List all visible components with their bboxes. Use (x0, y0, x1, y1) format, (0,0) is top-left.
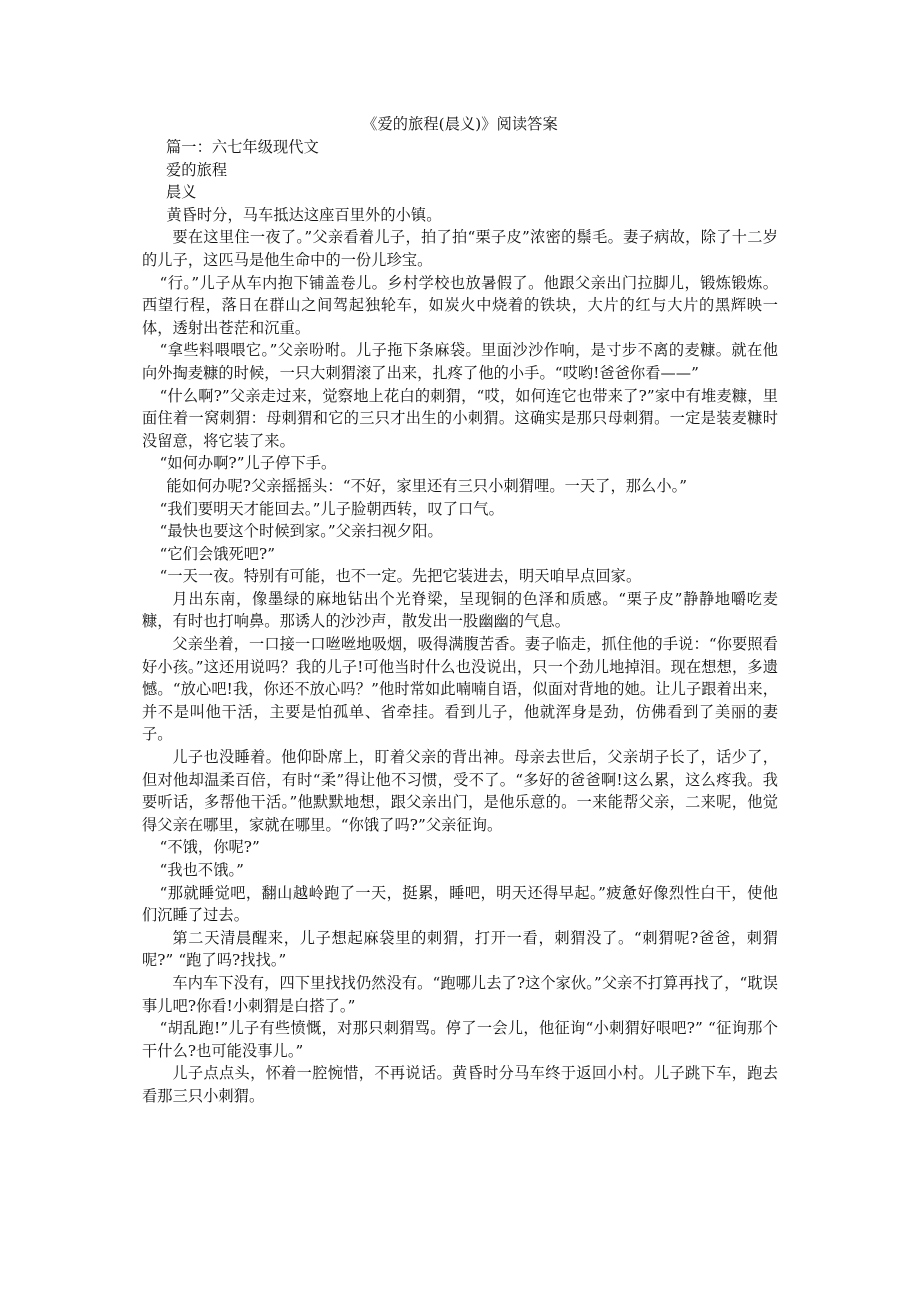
paragraph: “行。”儿子从车内抱下铺盖卷儿。乡村学校也放暑假了。他跟父亲出门拉脚儿，锻炼锻炼。西望行程，落日在群山之间驾起独轮车，如炭火中烧着的铁块，大片的红与大片的黑辉映一体，透射出苍茫和沉重。 (142, 273, 778, 337)
paragraph: “我们要明天才能回去。”儿子脸朝西转，叹了口气。 (159, 499, 504, 518)
paragraph: 月出东南，像墨绿的麻地钻出个光脊梁，呈现铜的色泽和质感。“栗子皮”静静地嚼吃麦糠，有时也打响鼻。那诱人的沙沙声，散发出一股幽幽的气息。 (142, 589, 778, 631)
paragraph: 能如何办呢?父亲摇摇头：“不好，家里还有三只小刺猬哩。一天了，那么小。” (166, 476, 688, 495)
paragraph: 车内车下没有，四下里找找仍然没有。“跑哪儿去了?这个家伙。”父亲不打算再找了，“耽误事儿吧?你看!小刺猬是白搭了。” (142, 973, 778, 1015)
paragraph: “它们会饿死吧?” (159, 544, 276, 563)
paragraph: 第二天清晨醒来，儿子想起麻袋里的刺猬，打开一看，刺猬没了。“刺猬呢?爸爸，刺猬呢?” “跑了吗?找找。” (142, 928, 778, 970)
paragraph: “不饿，你呢?” (159, 838, 260, 857)
paragraph: “那就睡觉吧，翻山越岭跑了一天，挺累，睡吧，明天还得早起。”疲惫好像烈性白干，使他们沉睡了过去。 (142, 883, 778, 925)
paragraph: 儿子也没睡着。他仰卧席上，盯着父亲的背出神。母亲去世后，父亲胡子长了，话少了，但对他却温柔百倍，有时“柔”得让他不习惯，受不了。“多好的爸爸啊!这么累，这么疼我。我要听话，多帮他干活。”他默默地想，跟父亲出门，是他乐意的。一来能帮父亲，二来呢，他觉得父亲在哪里，家就在哪里。“你饿了吗?”父亲征询。 (142, 748, 778, 834)
paragraph: 父亲坐着，一口接一口咝咝地吸烟，吸得满腹苦香。妻子临走，抓住他的手说：“你要照看好小孩。”这还用说吗？我的儿子!可他当时什么也没说出，只一个劲儿地掉泪。现在想想，多遗憾。“放心吧!我，你还不放心吗？”他时常如此喃喃自语，似面对背地的她。让儿子跟着出来，并不是叫他干活，主要是怕孤单、省牵挂。看到儿子，他就浑身是劲，仿佛看到了美丽的妻子。 (142, 635, 778, 744)
paragraph: 要在这里住一夜了。”父亲看着儿子，拍了拍“栗子皮”浓密的鬃毛。妻子病故，除了十二岁的儿子，这匹马是他生命中的一份儿珍宝。 (142, 228, 778, 269)
paragraph: “胡乱跑!”儿子有些愤慨，对那只刺猬骂。停了一会儿，他征询“小刺猬好哏吧?” “征询那个干什么?也可能没事儿。” (142, 1019, 778, 1060)
author-name: 晨义 (166, 183, 197, 202)
paragraph: “一天一夜。特别有可能，也不一定。先把它装进去，明天咱早点回家。 (159, 567, 642, 586)
paragraph: “我也不饿。” (159, 861, 245, 879)
document-title: 《爱的旅程(晨义)》阅读答案 (362, 115, 558, 133)
paragraph: 黄昏时分，马车抵达这座百里外的小镇。 (166, 205, 442, 224)
paragraph: 儿子点点头，怀着一腔惋惜，不再说话。黄昏时分马车终于返回小村。儿子跳下车，跑去看那三只小刺猬。 (142, 1064, 778, 1105)
paragraph: “最快也要这个时候到家。”父亲扫视夕阳。 (159, 522, 443, 541)
section-label: 篇一：六七年级现代文 (166, 138, 319, 156)
paragraph: “什么啊?”父亲走过来，觉察地上花白的刺猬，“哎，如何连它也带来了?”家中有堆麦糠，里面住着一窝刺猬：母刺猬和它的三只才出生的小刺猬。这确实是那只母刺猬。一定是装麦糠时没留意，将它装了来。 (142, 386, 778, 450)
document-page (142, 112, 778, 1108)
paragraph: “如何办啊?”儿子停下手。 (159, 454, 337, 473)
story-title: 爱的旅程 (166, 160, 228, 179)
paragraph: “拿些料喂喂它。”父亲吩咐。儿子拖下条麻袋。里面沙沙作响，是寸步不离的麦糠。就在他向外掏麦糠的时候，一只大刺猬滚了出来，扎疼了他的小手。“哎哟!爸爸你看——” (142, 341, 778, 382)
